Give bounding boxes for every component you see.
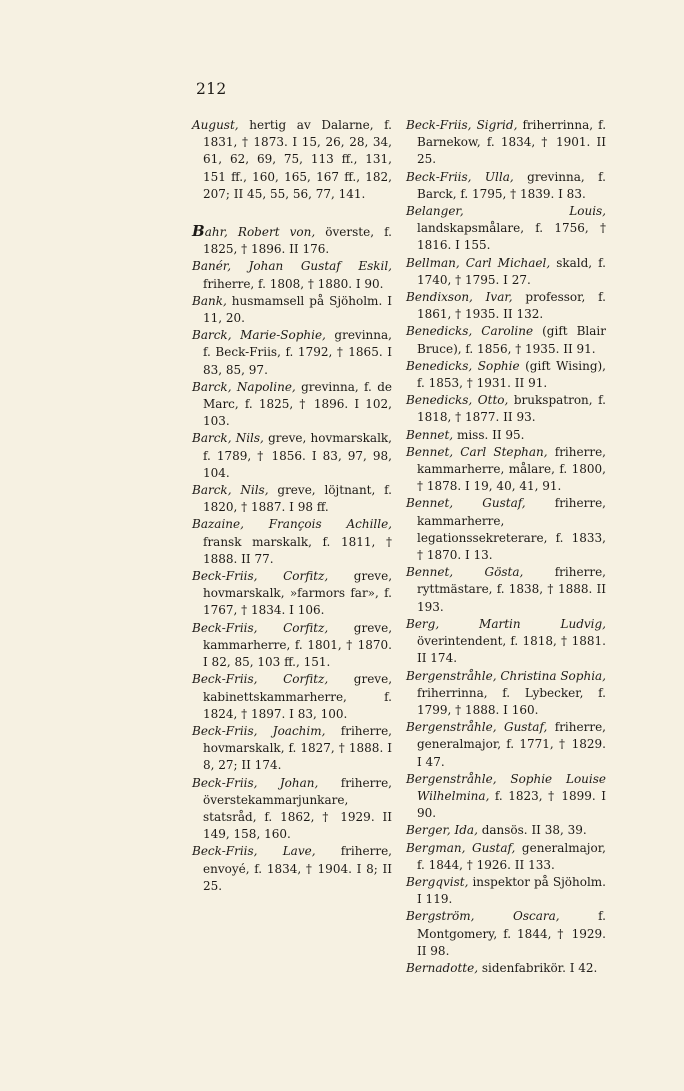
index-entry [406, 358, 606, 392]
section-gap [192, 203, 392, 223]
index-details: friherre, kammarherre, målare, f. 1800, † 1878. I 19, 40, 41, 91. [417, 444, 606, 494]
index-details: f. 1823, † 1899. I 90. [417, 788, 606, 821]
index-headword: Beck-Friis, Sigrid, [406, 118, 518, 132]
index-headword: Bergman, Gustaf, [406, 840, 516, 855]
index-entry [192, 379, 392, 431]
index-column-right [406, 117, 606, 977]
page-number: 212 [196, 80, 227, 98]
section-initial: B [192, 222, 205, 241]
index-column-left [192, 117, 392, 895]
index-details: fransk marskalk, f. 1811, † 1888. II 77. [203, 534, 392, 566]
index-details: brukspatron, f. 1818, † 1877. II 93. [417, 393, 606, 425]
index-details: friherrinna, f. Barnekow, f. 1834, † 1901. II 25. [417, 118, 607, 167]
index-details: hertig av Dalarne, f. 1831, † 1873. I 15, 26, 28, 34, 61, 62, 69, 75, 113 ff., 131, 151 ff., 160, 165, 167 ff., 182, 207; II 45, 55, 56, 77, 141. [203, 118, 392, 201]
index-entry [406, 427, 606, 444]
index-entry [406, 822, 606, 839]
index-details: greve, kammarherre, f. 1801, † 1870. I 82, 85, 103 ff., 151. [203, 620, 393, 670]
index-entry [406, 719, 606, 771]
index-details: f. Montgomery, f. 1844, † 1929. II 98. [417, 909, 606, 958]
index-entry [192, 516, 392, 568]
index-headword: Belanger, Louis, [406, 204, 606, 219]
index-headword: Bergenstråhle, Gustaf, [406, 720, 548, 735]
index-headword: Bernadotte, [406, 960, 479, 975]
index-details: överste, f. 1825, † 1896. II 176. [203, 225, 392, 257]
index-headword: Bergenstråhle, Christina Sophia, [406, 668, 606, 683]
index-entry [192, 482, 392, 516]
index-entry [406, 874, 606, 908]
index-entry [406, 564, 606, 616]
index-entry [192, 671, 392, 723]
index-details: friherre, överstekammarjunkare, statsråd, f. 1862, † 1929. II 149, 158, 160. [203, 775, 392, 842]
index-entry [406, 960, 606, 977]
index-headword: Bergström, Oscara, [406, 909, 560, 924]
index-entry [406, 203, 606, 255]
index-details: sidenfabrikör. I 42. [478, 960, 598, 975]
index-headword: Bennet, [406, 427, 454, 442]
index-details: (gift Blair Bruce), f. 1856, † 1935. II 91. [417, 324, 606, 356]
index-headword: Berg, Martin Ludvig, [406, 616, 606, 631]
index-entry [406, 840, 606, 874]
index-headword: Beck-Friis, Lave, [192, 844, 316, 859]
index-entry [192, 430, 392, 482]
index-entry [192, 843, 392, 895]
index-headword: Beck-Friis, Corfitz, [192, 620, 329, 635]
index-details: friherrinna, f. Lybecker, f. 1799, † 1888. I 160. [417, 685, 606, 717]
index-details: (gift Wising), f. 1853, † 1931. II 91. [417, 358, 606, 391]
index-details: dansös. II 38, 39. [477, 823, 587, 838]
index-details: greve, hovmarskalk, f. 1789, † 1856. I 83, 97, 98, 104. [203, 431, 392, 480]
index-headword: Barck, Nils, [192, 431, 264, 446]
index-entry [406, 117, 606, 169]
index-entry [192, 258, 392, 292]
index-headword: Barck, Nils, [192, 483, 269, 498]
index-headword: Bank, [192, 293, 227, 308]
index-details: miss. II 95. [453, 427, 525, 442]
index-details: inspektor på Sjöholm. I 119. [417, 874, 606, 907]
index-details: överintendent, f. 1818, † 1881. II 174. [417, 634, 606, 666]
index-details: greve, löjtnant, f. 1820, † 1887. I 98 ff. [203, 483, 392, 515]
index-entry [192, 620, 392, 672]
index-headword: Bazaine, François Achille, [192, 517, 392, 532]
index-details: grevinna, f. de Marc, f. 1825, † 1896. I 102, 103. [203, 379, 392, 429]
index-details: landskapsmålare, f. 1756, † 1816. I 155. [417, 221, 606, 253]
index-details: friherre, kammarherre, legationssekreterare, f. 1833, † 1870. I 13. [417, 496, 606, 563]
index-entry [192, 775, 392, 844]
index-headword: Berger, Ida, [406, 823, 478, 838]
index-details: generalmajor, f. 1844, † 1926. II 133. [417, 840, 606, 872]
index-details: friherre, generalmajor, f. 1771, † 1829. I 47. [417, 720, 606, 769]
index-details: friherre, hovmarskalk, f. 1827, † 1888. I 8, 27; II 174. [203, 723, 392, 773]
index-details: friherre, f. 1808, † 1880. I 90. [203, 276, 384, 291]
index-headword: Benedicks, Otto, [406, 393, 509, 408]
index-headword: Bennet, Carl Stephan, [406, 444, 548, 459]
index-details: professor, f. 1861, † 1935. II 132. [417, 290, 606, 322]
index-headword: Beck-Friis, Joachim, [192, 723, 326, 738]
index-entry [192, 568, 392, 620]
index-entry [192, 117, 392, 203]
index-headword: Benedicks, Caroline [406, 324, 534, 339]
index-entry [192, 293, 392, 327]
index-headword: Barck, Marie-Sophie, [192, 328, 326, 343]
index-entry [192, 327, 392, 379]
index-headword: Beck-Friis, Ulla, [406, 169, 514, 184]
index-entry [406, 668, 606, 720]
index-headword: Bergenstråhle, Sophie Louise Wilhelmina, [406, 771, 606, 803]
index-headword: Bennet, Gösta, [406, 565, 524, 580]
index-headword: Bennet, Gustaf, [406, 496, 526, 511]
index-entry [406, 169, 606, 203]
index-headword: Beck-Friis, Johan, [192, 775, 319, 790]
index-details: grevinna, f. Beck-Friis, f. 1792, † 1865. I 83, 85, 97. [203, 328, 392, 377]
index-headword: Bergqvist, [406, 874, 469, 889]
index-details: greve, hovmarskalk, »farmors far», f. 1767, † 1834. I 106. [203, 569, 393, 618]
index-headword: Benedicks, Sophie [406, 358, 520, 373]
index-entry [406, 255, 606, 289]
index-headword: Bellman, Carl Michael, [406, 255, 551, 270]
index-entry [406, 771, 606, 823]
index-entry [406, 392, 606, 426]
index-headword: August, [192, 118, 239, 132]
index-entry [406, 323, 606, 357]
index-details: friherre, envoyé, f. 1834, † 1904. I 8; II 25. [203, 844, 392, 893]
index-entry [406, 908, 606, 960]
index-entry [406, 616, 606, 668]
index-details: grevinna, f. Barck, f. 1795, † 1839. I 83. [417, 169, 606, 201]
index-headword: Banér, Johan Gustaf Eskil, [192, 259, 392, 274]
index-entry [406, 289, 606, 323]
index-details: skald, f. 1740, † 1795. I 27. [417, 255, 606, 287]
index-details: greve, kabinettskammarherre, f. 1824, † 1897. I 83, 100. [203, 672, 393, 721]
index-details: friherre, ryttmästare, f. 1838, † 1888. II 193. [417, 565, 606, 614]
index-headword: Bendixson, Ivar, [406, 290, 513, 305]
index-entry [406, 444, 606, 496]
index-entry [192, 723, 392, 775]
index-headword: ahr, Robert von, [204, 225, 316, 240]
index-headword: Beck-Friis, Corfitz, [192, 569, 329, 584]
index-headword: Barck, Napoline, [192, 379, 296, 394]
index-headword: Beck-Friis, Corfitz, [192, 672, 329, 687]
index-details: husmamsell på Sjöholm. I 11, 20. [203, 293, 392, 326]
index-entry [192, 223, 392, 258]
index-entry [406, 495, 606, 564]
